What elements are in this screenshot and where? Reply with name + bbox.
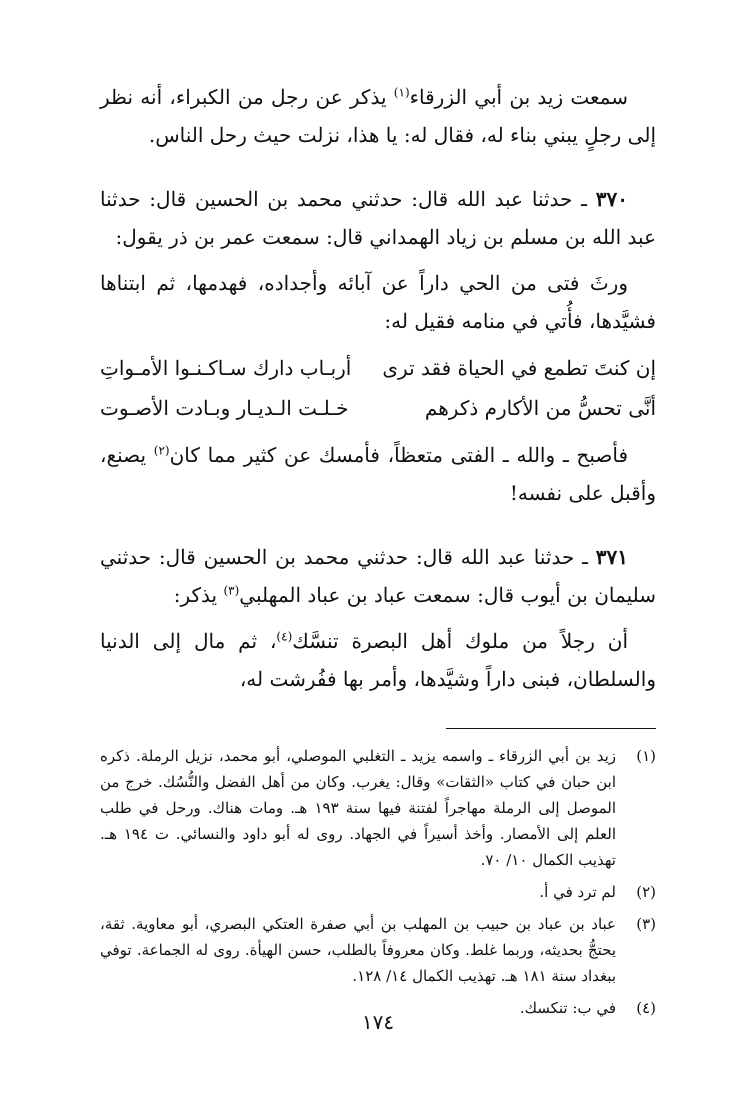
hadith-370-text: ـ حدثنا عبد الله قال: حدثني محمد بن الحسين قال: حدثنا عبد الله بن مسلم بن زياد الهمداني قال: سمعت عمر بن ذر يقول:	[100, 187, 656, 249]
paragraph-3	[100, 264, 656, 340]
paragraph-3-text: ورثَ فتى من الحي داراً عن آبائه وأجداده، فهدمها، ثم ابتناها فشيَّدها، فأُتي في منامه فقيل له:	[100, 271, 656, 333]
footnote-text: في ب: تنكسك.	[519, 999, 616, 1017]
paragraph-1	[100, 78, 656, 154]
footnotes	[100, 743, 656, 1021]
footnote-mark: (٤)	[636, 999, 656, 1017]
hadith-number-370: ٣٧٠	[595, 187, 628, 211]
hadith-370	[100, 180, 656, 256]
footnote-mark: (٢)	[636, 883, 656, 901]
paragraph-6-text-rest: ، ثم مال إلى الدنيا والسلطان، فبنى داراً وشيَّدها، وأمر بها ففُرشت له،	[100, 629, 656, 691]
footnote-mark: (٣)	[636, 915, 656, 933]
verse-line-2	[100, 388, 656, 428]
footnote-item	[100, 743, 656, 873]
paragraph-6	[100, 622, 656, 698]
footnote-ref-1[interactable]: (١)	[393, 85, 410, 100]
page-number: ١٧٤	[361, 1010, 395, 1034]
footnote-divider	[446, 728, 656, 729]
hadith-371-text: ـ حدثنا عبد الله قال: حدثني محمد بن الحسين قال: حدثني سليمان بن أيوب قال: سمعت عباد بن عباد المهلبي	[100, 545, 656, 607]
footnote-text: لم ترد في أ.	[539, 883, 616, 901]
verse-2-first-hemistich: أنَّى تحسُّ من الأكارم ذكرهم	[424, 396, 656, 420]
paragraph-6-text: أن رجلاً من ملوك أهل البصرة تنسَّك	[292, 629, 628, 653]
footnote-ref-2[interactable]: (٢)	[153, 443, 170, 458]
verse-1-second-hemistich: أربـاب دارك سـاكـنـوا الأمـواتِ	[100, 356, 352, 380]
footnote-item	[100, 879, 656, 905]
paragraph-1-text-rest: يذكر عن رجل من الكبراء، أنه نظر إلى رجلٍ يبني بناء له، فقال له: يا هذا، نزلت حيث رحل الناس.	[100, 85, 656, 147]
hadith-371	[100, 538, 656, 614]
verse-line-1	[100, 348, 656, 388]
footnote-item	[100, 911, 656, 989]
verse-1-first-hemistich: إن كنتَ تطمع في الحياة فقد ترى	[382, 356, 656, 380]
footnote-text: زيد بن أبي الزرقاء ـ واسمه يزيد ـ التغلبي الموصلي، أبو محمد، نزيل الرملة. ذكره ابن حبان في كتاب «الثقات» وقال: يغرب. وكان من أهل الفضل والنُّسُك. خرج من الموصل إلى الرملة مهاجراً لفتنة فيها سنة ١٩٣ هـ. ومات هناك. ورحل في طلب العلم إلى الأمصار. وأخذ أسيراً في الجهاد. روى له أبو داود والنسائي. ت ١٩٤ هـ. تهذيب الكمال ١٠/ ٧٠.	[100, 747, 616, 869]
hadith-number-371: ٣٧١	[595, 545, 628, 569]
paragraph-1-text: سمعت زيد بن أبي الزرقاء	[409, 85, 629, 109]
footnote-text: عباد بن عباد بن حبيب بن المهلب بن أبي صفرة العتكي البصري، أبو معاوية. ثقة، يحتجُّ بحديثه، وربما غلط. وكان معروفاً بالطلب، حسن الهيأة. روى له الجماعة. توفي ببغداد سنة ١٨١ هـ. تهذيب الكمال ١٤/ ١٢٨.	[100, 915, 616, 985]
footnote-mark: (١)	[636, 747, 656, 765]
paragraph-4-text-rest: يصنع، وأقبل على نفسه!	[100, 443, 656, 505]
paragraph-4-text: فأصبح ـ والله ـ الفتى متعظاً، فأمسك عن كثير مما كان	[169, 443, 629, 467]
hadith-371-text-rest: يذكر:	[173, 583, 224, 607]
footnote-ref-3[interactable]: (٣)	[223, 583, 240, 598]
paragraph-4	[100, 436, 656, 512]
verse-2-second-hemistich: خـلـت الـديـار وبـادت الأصـوت	[100, 396, 349, 420]
footnote-ref-4[interactable]: (٤)	[276, 629, 293, 644]
